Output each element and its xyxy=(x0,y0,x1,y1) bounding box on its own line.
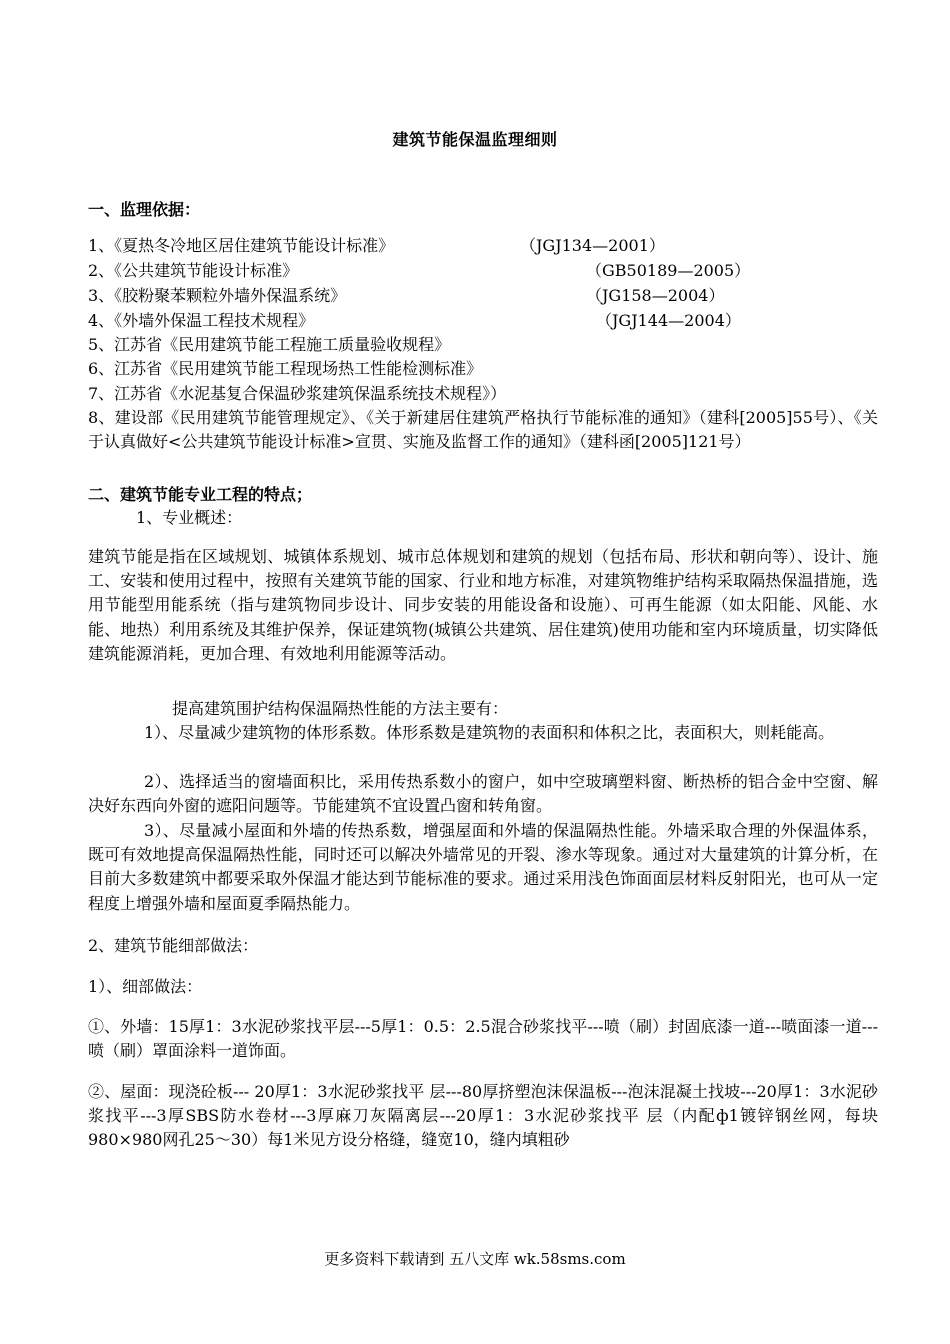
basis-item-3-ref: （JG158—2004） xyxy=(586,286,725,305)
basis-item-7: 7、江苏省《水泥基复合保温砂浆建筑保温系统技术规程》） xyxy=(88,384,507,403)
basis-item-8: 8、建设部《民用建筑节能管理规定》、《关于新建居住建筑严格执行节能标准的通知》（建科[2005]55号）、《关于认真做好<公共建筑节能设计标准>宣贯、实施及监督工作的通知》（建科函[2005]121号） xyxy=(88,408,878,452)
basis-item-1-ref: （JGJ134—2001） xyxy=(520,236,665,255)
basis-item-3: 3、《胶粉聚苯颗粒外墙外保温系统》 xyxy=(88,286,347,305)
section1-heading: 一、监理依据： xyxy=(88,200,201,219)
basis-item-4-ref: （JGJ144—2004） xyxy=(596,311,741,330)
wall-detail: ①、外墙：15厚1：3水泥砂浆找平层---5厚1：0.5：2.5混合砂浆找平---喷（刷）封固底漆一道---喷面漆一道---喷（刷）罩面涂料一道饰面。 xyxy=(88,1017,878,1061)
page-footer: 更多资料下载请到 五八文库 wk.58sms.com xyxy=(324,1250,626,1268)
methods-intro: 提高建筑围护结构保温隔热性能的方法主要有： xyxy=(172,699,509,718)
section2-heading: 二、建筑节能专业工程的特点； xyxy=(88,485,313,504)
roof-detail: ②、屋面：现浇砼板--- 20厚1：3水泥砂浆找平 层---80厚挤塑泡沫保温板---泡沫混凝土找坡---20厚1：3水泥砂浆找平---3厚SBS防水卷材---3厚麻刀灰隔离层---20厚1：3水泥砂浆找平 层（内配ф1镀锌钢丝网，每块980×980网孔25～30）每1米见方设分格缝，缝宽10，缝内填粗砂 xyxy=(88,1082,878,1150)
detail-heading: 1）、细部做法： xyxy=(88,977,203,996)
subsection-overview-heading: 1、专业概述： xyxy=(136,508,243,527)
overview-paragraph: 建筑节能是指在区域规划、城镇体系规划、城市总体规划和建筑的规划（包括布局、形状和朝向等）、设计、施工、安装和使用过程中，按照有关建筑节能的国家、行业和地方标准，对建筑物维护结构采取隔热保温措施，选用节能型用能系统（指与建筑物同步设计、同步安装的用能设备和设施）、可再生能源（如太阳能、风能、水能、地热）利用系统及其维护保养，保证建筑物(城镇公共建筑、居住建筑)使用功能和室内环境质量，切实降低建筑能源消耗，更加合理、有效地利用能源等活动。 xyxy=(88,547,878,663)
method-3: 3）、尽量减小屋面和外墙的传热系数，增强屋面和外墙的保温隔热性能。外墙采取合理的外保温体系，既可有效地提高保温隔热性能，同时还可以解决外墙常见的开裂、渗水等现象。通过对大量建筑的计算分析，在目前大多数建筑中都要采取外保温才能达到节能标准的要求。通过采用浅色饰面面层材料反射阳光，也可从一定程度上增强外墙和屋面夏季隔热能力。 xyxy=(88,821,878,913)
basis-item-4: 4、《外墙外保温工程技术规程》 xyxy=(88,311,315,330)
basis-item-6: 6、江苏省《民用建筑节能工程现场热工性能检测标准》 xyxy=(88,359,483,378)
basis-item-2: 2、《公共建筑节能设计标准》 xyxy=(88,261,299,280)
basis-item-2-ref: （GB50189—2005） xyxy=(586,261,751,280)
method-1: 1）、尽量减少建筑物的体形系数。体形系数是建筑物的表面积和体积之比，表面积大，则耗能高。 xyxy=(144,723,835,742)
subsection-details-heading: 2、建筑节能细部做法： xyxy=(88,936,259,955)
page-title: 建筑节能保温监理细则 xyxy=(392,130,558,149)
basis-item-1: 1、《夏热冬冷地区居住建筑节能设计标准》 xyxy=(88,236,395,255)
basis-item-5: 5、江苏省《民用建筑节能工程施工质量验收规程》 xyxy=(88,335,451,354)
method-2: 2）、选择适当的窗墙面积比，采用传热系数小的窗户，如中空玻璃塑料窗、断热桥的铝合金中空窗、解决好东西向外窗的遮阳问题等。节能建筑不宜设置凸窗和转角窗。 xyxy=(88,772,878,816)
